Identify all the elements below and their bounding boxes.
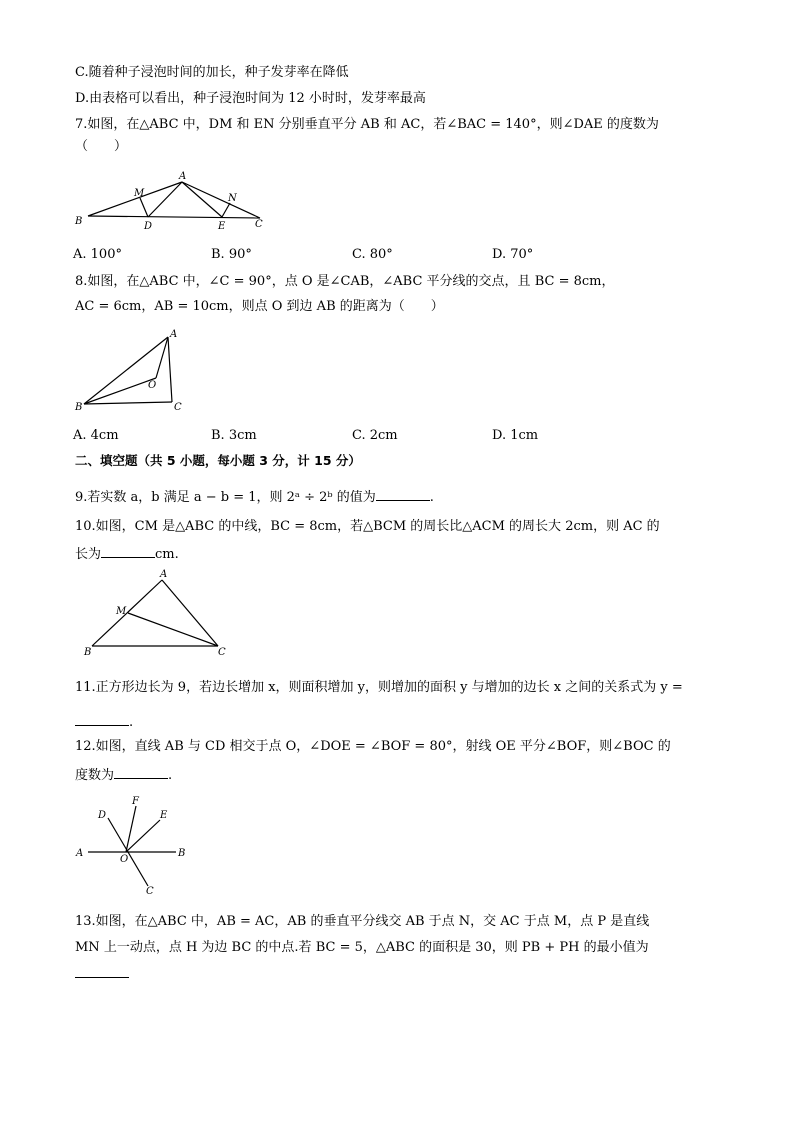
question-9-text: 9.若实数 a，b 满足 a − b = 1，则 2ᵃ ÷ 2ᵇ 的值为 [75,490,376,505]
option-c-text: C.随着种子浸泡时间的加长，种子发芽率在降低 [75,65,349,80]
q12-prefix: 度数为 [75,768,115,783]
question-11-text: 11.正方形边长为 9，若边长增加 x，则面积增加 y，则增加的面积 y 与增加的边长 x 之间的关系式为 y = [75,680,683,695]
q8-option-a: A. 4cm [73,428,119,443]
fig12-label-a: A [76,848,84,859]
q8-option-b: B. 3cm [211,428,257,443]
question-12-text: 12.如图，直线 AB 与 CD 相交于点 O，∠DOE = ∠BOF = 80°，射线 OE 平分∠BOF，则∠BOC 的 [75,739,671,754]
fig7-segment-ae [182,182,222,217]
fig8-label-o: O [148,380,157,391]
fig8-label-c: C [174,402,182,413]
q10-suffix: cm. [155,547,179,562]
fig12-label-e: E [160,810,168,821]
question-10-text: 10.如图，CM 是△ABC 的中线，BC = 8cm，若△BCM 的周长比△ACM 的周长大 2cm，则 AC 的 [75,519,660,534]
q11-answer-blank [75,711,129,726]
q7-option-d: D. 70° [492,247,534,262]
fig8-segment-ba [84,337,168,404]
q9-answer-blank [376,486,430,501]
question-13-line-3 [75,963,129,984]
fig10-label-m: M [116,606,127,617]
question-9-end: . [429,490,434,505]
q7-option-c: C. 80° [352,247,393,262]
question-13-text-2: MN 上一动点，点 H 为边 BC 的中点.若 BC = 5，△ABC 的面积是 30，则 PB + PH 的最小值为 [75,940,649,955]
fig8-segment-ao [156,337,168,378]
fig12-label-f: F [132,796,139,807]
fig7-label-n: N [228,193,237,204]
q7-option-b: B. 90° [211,247,252,262]
figure-12 [72,794,192,896]
q12-answer-blank [114,764,168,779]
figure-10 [80,566,230,660]
section-2-heading: 二、填空题（共 5 小题，每小题 3 分，计 15 分） [75,453,361,468]
question-7-text: 7.如图，在△ABC 中，DM 和 EN 分别垂直平分 AB 和 AC，若∠BAC = 140°，则∠DAE 的度数为 [75,117,659,132]
fig10-label-b: B [84,647,92,658]
fig12-label-b: B [178,848,186,859]
fig7-label-e: E [218,221,226,232]
fig7-segment-ad [148,182,182,217]
q10-answer-blank [101,543,155,558]
option-d-text: D.由表格可以看出，种子浸泡时间为 12 小时时，发芽率最高 [75,91,426,106]
fig7-label-d: D [144,221,153,232]
fig7-segment-bc [88,216,260,218]
question-13-text: 13.如图，在△ABC 中，AB = AC，AB 的垂直平分线交 AB 于点 N，交 AC 于点 M，点 P 是直线 [75,914,650,929]
q12-suffix: . [168,768,173,783]
fig7-segment-dm [140,198,148,217]
fig10-label-a: A [160,569,168,580]
fig8-segment-bc [84,402,172,404]
question-7-bracket: （ ） [75,139,128,154]
question-8-text: 8.如图，在△ABC 中，∠C = 90°，点 O 是∠CAB，∠ABC 平分线的交点，且 BC = 8cm， [75,274,615,289]
figure-7 [70,168,280,236]
fig8-label-b: B [75,402,83,413]
fig10-segment-ba [92,580,162,646]
fig12-ray-oe [126,820,160,852]
fig12-label-d: D [98,810,107,821]
fig8-segment-bo [84,378,156,404]
fig12-label-c: C [146,886,154,896]
q13-answer-blank [75,963,129,978]
q8-option-d: D. 1cm [492,428,539,443]
fig8-segment-ac [168,337,172,402]
fig10-label-c: C [218,647,226,658]
fig12-label-o: O [120,854,129,865]
question-12-line-2 [75,764,172,785]
q11-suffix: . [129,715,134,730]
q8-option-c: C. 2cm [352,428,398,443]
question-11-line-2 [75,711,133,732]
fig7-segment-en [222,203,230,217]
fig8-label-a: A [170,329,178,340]
question-8-text-2: AC = 6cm，AB = 10cm，则点 O 到边 AB 的距离为（ ） [75,299,444,314]
fig7-segment-ac [182,182,260,218]
fig7-label-m: M [134,188,145,199]
question-9 [75,486,434,507]
figure-8 [70,326,190,416]
fig7-label-a: A [179,171,187,182]
question-10-line-2 [75,543,179,564]
fig7-label-c: C [255,219,263,230]
q7-option-a: A. 100° [73,247,122,262]
fig12-ray-of [126,806,136,852]
fig7-label-b: B [75,216,83,227]
q10-prefix: 长为 [75,547,102,562]
